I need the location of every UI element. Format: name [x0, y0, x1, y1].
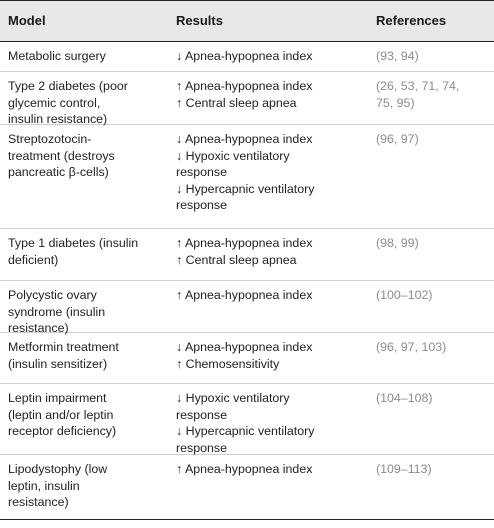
references-cell-line: (104–108)	[376, 391, 433, 405]
model-cell-line: resistance)	[8, 495, 69, 509]
references-cell-line: 75, 95)	[376, 95, 415, 110]
references-cell	[376, 78, 490, 111]
results-cell-line: ↓ Hypercapnic ventilatory	[176, 181, 315, 196]
results-cell	[176, 48, 376, 65]
model-cell-line: Metabolic surgery	[8, 49, 106, 63]
results-cell-line: response	[176, 198, 227, 212]
model-cell	[8, 287, 166, 337]
results-cell	[176, 339, 376, 372]
results-cell	[176, 390, 376, 456]
results-cell	[176, 78, 376, 111]
results-cell-line: ↑ Apnea-hypopnea index	[176, 462, 313, 476]
model-cell-line: Lipodystophy (low	[8, 462, 108, 476]
results-cell-line: ↓ Hypoxic ventilatory	[176, 391, 290, 405]
model-cell-line: syndrome (insulin	[8, 304, 106, 319]
model-cell-line: insulin resistance)	[8, 112, 108, 126]
header-references: References	[376, 13, 447, 28]
references-cell	[376, 48, 490, 65]
references-cell-line: (96, 97, 103)	[376, 340, 447, 354]
references-cell	[376, 390, 490, 407]
results-cell-line: ↑ Apnea-hypopnea index	[176, 236, 313, 250]
results-cell-line: ↓ Apnea-hypopnea index	[176, 132, 313, 146]
table-row	[0, 455, 494, 520]
results-cell-line: ↑ Apnea-hypopnea index	[176, 288, 313, 302]
results-cell-line: response	[176, 165, 227, 179]
table-row	[0, 72, 494, 125]
model-cell-line: treatment (destroys	[8, 148, 115, 163]
table-header	[0, 0, 494, 42]
table-row	[0, 281, 494, 333]
model-cell-line: Streptozotocin-	[8, 132, 92, 146]
references-cell	[376, 287, 490, 304]
results-cell	[176, 131, 376, 214]
results-cell	[176, 461, 376, 478]
references-cell-line: (96, 97)	[376, 132, 419, 146]
table-row	[0, 125, 494, 229]
table-row	[0, 42, 494, 72]
model-cell	[8, 131, 166, 181]
results-cell-line: ↑ Central sleep apnea	[176, 95, 297, 110]
results-cell-line: response	[176, 440, 227, 455]
table-row	[0, 229, 494, 281]
results-cell-line: ↑ Apnea-hypopnea index	[176, 79, 313, 93]
model-cell-line: deficient)	[8, 252, 59, 267]
results-cell	[176, 235, 376, 268]
results-cell-line: ↓ Hypoxic ventilatory	[176, 148, 290, 163]
results-cell-line: ↑ Central sleep apnea	[176, 252, 297, 267]
model-cell-line: resistance)	[8, 321, 69, 335]
model-cell	[8, 339, 166, 372]
model-cell	[8, 461, 166, 511]
results-cell-line: ↑ Chemosensitivity	[176, 356, 280, 371]
model-cell-line: (leptin and/or leptin	[8, 407, 114, 422]
model-cell-line: Type 1 diabetes (insulin	[8, 236, 139, 250]
header-results: Results	[176, 13, 223, 28]
results-cell-line: ↓ Apnea-hypopnea index	[176, 340, 313, 354]
references-cell	[376, 461, 490, 478]
results-cell-line: ↓ Apnea-hypopnea index	[176, 49, 313, 63]
model-cell-line: Leptin impairment	[8, 391, 107, 405]
model-cell	[8, 390, 166, 440]
references-cell-line: (26, 53, 71, 74,	[376, 79, 460, 93]
results-cell	[176, 287, 376, 304]
table-row	[0, 333, 494, 384]
results-cell-line: ↓ Hypercapnic ventilatory	[176, 424, 315, 438]
references-cell	[376, 339, 490, 356]
header-model: Model	[8, 13, 46, 28]
references-cell-line: (98, 99)	[376, 236, 419, 250]
model-cell-line: Metformin treatment	[8, 340, 119, 354]
model-cell-line: Type 2 diabetes (poor	[8, 79, 128, 93]
references-cell-line: (100–102)	[376, 288, 433, 302]
model-cell-line: glycemic control,	[8, 95, 101, 110]
references-cell	[376, 131, 490, 148]
model-cell-line: receptor deficiency)	[8, 424, 117, 438]
results-cell-line: response	[176, 407, 227, 422]
model-cell-line: Polycystic ovary	[8, 288, 97, 302]
model-cell	[8, 235, 166, 268]
model-cell	[8, 78, 166, 128]
table-row	[0, 384, 494, 455]
references-cell-line: (109–113)	[376, 462, 432, 476]
model-cell-line: leptin, insulin	[8, 478, 80, 493]
references-cell	[376, 235, 490, 252]
model-cell-line: pancreatic β-cells)	[8, 165, 109, 179]
model-cell	[8, 48, 166, 65]
model-cell-line: (insulin sensitizer)	[8, 356, 108, 371]
references-cell-line: (93, 94)	[376, 49, 419, 63]
